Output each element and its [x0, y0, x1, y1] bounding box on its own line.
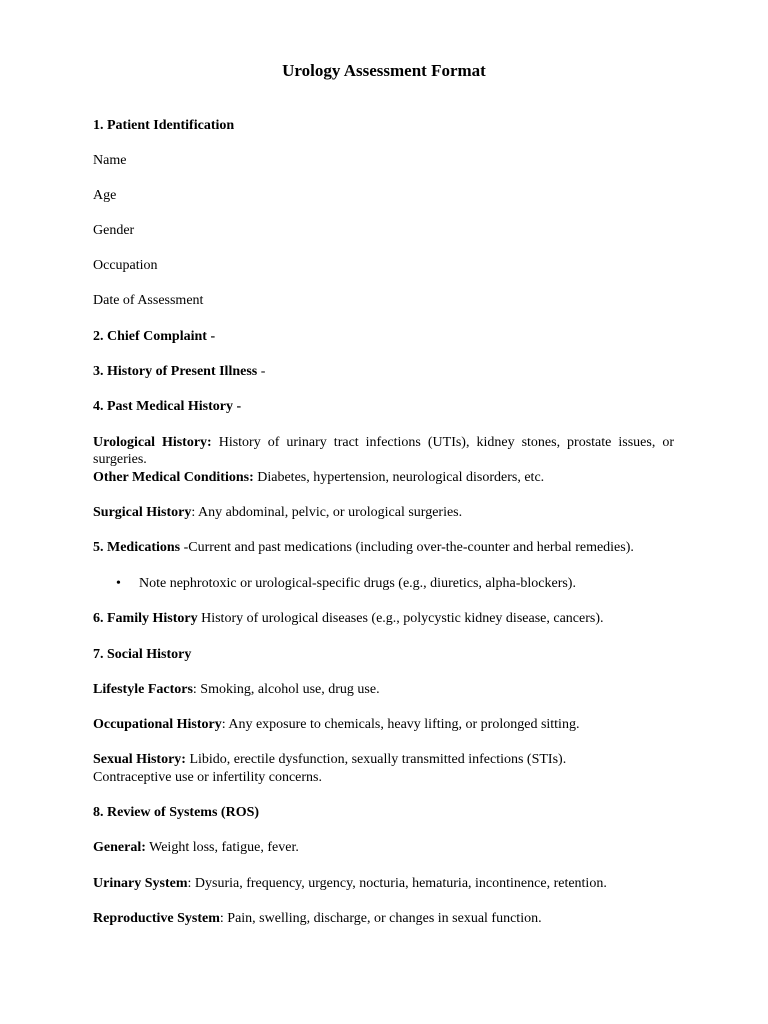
- section-heading-chief-complaint: 2. Chief Complaint -: [93, 329, 216, 344]
- section-family-history: 6. Family History History of urological diseases (e.g., polycystic kidney disease, cancers).: [93, 611, 604, 626]
- ros-urinary-system: Urinary System: Dysuria, frequency, urgency, nocturia, hematuria, incontinence, retention.: [93, 876, 607, 891]
- field-age: Age: [93, 188, 117, 203]
- occupational-history: Occupational History: Any exposure to chemicals, heavy lifting, or prolonged sitting.: [93, 717, 580, 732]
- field-occupation: Occupation: [93, 258, 158, 273]
- document-title: Urology Assessment Format: [282, 61, 486, 80]
- urological-history-line2: surgeries.: [93, 452, 147, 467]
- section-heading-history-present-illness: 3. History of Present Illness -: [93, 364, 266, 379]
- section-heading-patient-identification: 1. Patient Identification: [93, 118, 235, 133]
- bullet-marker: •: [116, 576, 121, 591]
- field-date-of-assessment: Date of Assessment: [93, 293, 204, 308]
- sexual-history-line1: Sexual History: Libido, erectile dysfunction, sexually transmitted infections (STIs).: [93, 752, 567, 767]
- other-medical-conditions: Other Medical Conditions: Diabetes, hypertension, neurological disorders, etc.: [93, 470, 545, 485]
- ros-reproductive-system: Reproductive System: Pain, swelling, discharge, or changes in sexual function.: [93, 911, 542, 926]
- section-heading-social-history: 7. Social History: [93, 647, 192, 662]
- section-heading-past-medical-history: 4. Past Medical History -: [93, 399, 242, 414]
- field-name: Name: [93, 153, 127, 168]
- medications-bullet: Note nephrotoxic or urological-specific drugs (e.g., diuretics, alpha-blockers).: [139, 576, 576, 591]
- surgical-history: Surgical History: Any abdominal, pelvic, or urological surgeries.: [93, 505, 463, 520]
- section-heading-review-of-systems: 8. Review of Systems (ROS): [93, 805, 260, 820]
- sexual-history-line2: Contraceptive use or infertility concerns.: [93, 770, 322, 785]
- urological-history-line1: Urological History: History of urinary tract infections (UTIs), kidney stones, prostate issues, or: [93, 435, 674, 450]
- ros-general: General: Weight loss, fatigue, fever.: [93, 840, 299, 855]
- section-medications: 5. Medications -Current and past medications (including over-the-counter and herbal remedies).: [93, 540, 634, 555]
- field-gender: Gender: [93, 223, 135, 238]
- lifestyle-factors: Lifestyle Factors: Smoking, alcohol use, drug use.: [93, 682, 380, 697]
